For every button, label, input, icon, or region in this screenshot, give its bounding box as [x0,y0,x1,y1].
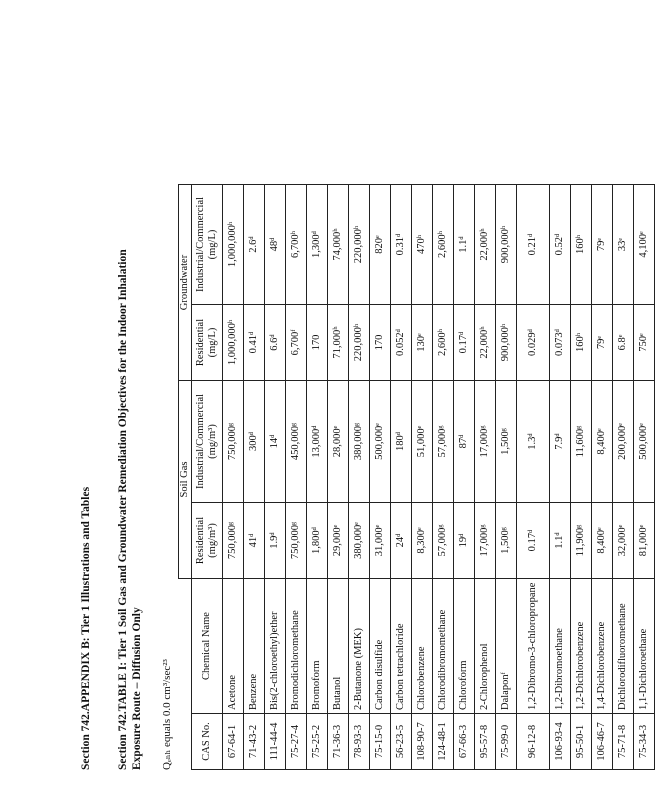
groundwater-residential-cell: 170 [307,304,328,380]
groundwater-industrial-cell: 79ᵉ [592,184,613,304]
soil-gas-industrial-cell: 1,500ᵍ [496,380,517,502]
soil-gas-residential-cell: 57,000ᵍ [433,503,454,579]
table-row [412,184,433,769]
table-row [496,184,517,769]
table-row [349,184,370,769]
groundwater-residential-cell: 0.029ᵈ [517,304,550,380]
chemical-name-cell: 1,2-Dibromoethane [550,579,571,714]
groundwater-residential-cell: 900,000ʰ [496,304,517,380]
groundwater-residential-cell: 0.17ᵈ [454,304,475,380]
groundwater-industrial-cell: 820ᵉ [370,184,391,304]
soil-gas-residential-cell: 750,000ᵍ [286,503,307,579]
table-row [613,184,634,769]
cas-cell: 78-93-3 [349,714,370,770]
cas-cell: 71-43-2 [244,714,265,770]
table-title [116,249,144,770]
chemical-name-cell: Benzene [244,579,265,714]
soil-gas-residential-cell: 29,000ᵉ [328,503,349,579]
cas-cell: 106-93-4 [550,714,571,770]
soil-gas-residential-cell: 380,000ᵉ [349,503,370,579]
chemical-name-cell: Chloroform [454,579,475,714]
groundwater-industrial-cell: 0.31ᵈ [391,184,412,304]
groundwater-industrial-cell: 2.6ᵈ [244,184,265,304]
table-row [634,184,655,769]
soil-gas-residential-cell: 750,000ᵍ [223,503,244,579]
groundwater-residential-cell: 71,000ʰ [328,304,349,380]
table-row [244,184,265,769]
table-title-line-1: Section 742.TABLE I: Tier 1 Soil Gas and Groundwater Remediation Objectives for the Indoor Inhalation [117,249,129,770]
cas-cell: 75-25-2 [307,714,328,770]
chemical-name-cell: Dichlorodifluoromethane [613,579,634,714]
table-title-line-2: Exposure Route – Diffusion Only [131,607,143,770]
soil-gas-residential-cell: 8,400ᵉ [592,503,613,579]
cas-cell: 95-57-8 [475,714,496,770]
soil-gas-industrial-cell: 87ᵈ [454,380,475,502]
groundwater-residential-cell: 6,700ᶠ [286,304,307,380]
soil-gas-industrial-cell: 51,000ᵉ [412,380,433,502]
table-row [550,184,571,769]
objectives-table [178,184,655,770]
table-row [307,184,328,769]
cas-cell: 108-90-7 [412,714,433,770]
soil-gas-industrial-cell: 1.3ᵈ [517,380,550,502]
table-row [286,184,307,769]
groundwater-industrial-cell: 48ᵈ [265,184,286,304]
groundwater-industrial-cell: 2,600ʰ [433,184,454,304]
cas-cell: 111-44-4 [265,714,286,770]
soil-gas-industrial-cell: 500,000ᵉ [370,380,391,502]
soil-gas-residential-cell: 24ᵈ [391,503,412,579]
chemical-name-cell: Carbon tetrachloride [391,579,412,714]
chemical-name-cell: Acetone [223,579,244,714]
chemical-name-cell: Chlorobenzene [412,579,433,714]
cas-cell: 56-23-5 [391,714,412,770]
groundwater-residential-cell: 750ᵉ [634,304,655,380]
cas-cell: 95-50-1 [571,714,592,770]
cas-cell: 75-27-4 [286,714,307,770]
groundwater-residential-cell: 6.8ᵉ [613,304,634,380]
soil-gas-residential-cell: 0.17ᵈ [517,503,550,579]
chemical-name-cell: 1,2-Dichlorobenzene [571,579,592,714]
table-row [370,184,391,769]
soil-gas-residential-cell: 1,800ᵈ [307,503,328,579]
cas-cell: 75-34-3 [634,714,655,770]
soil-gas-residential-cell: 81,000ᵉ [634,503,655,579]
soil-gas-residential-cell: 11,900ᵍ [571,503,592,579]
table-row [328,184,349,769]
groundwater-residential-cell: 0.073ᵈ [550,304,571,380]
groundwater-industrial-cell: 1,300ᵈ [307,184,328,304]
soil-gas-industrial-cell: 11,600ᵍ [571,380,592,502]
cas-cell: 124-48-1 [433,714,454,770]
chemical-name-cell: 1,2-Dibromo-3-chloropropane [517,579,550,714]
groundwater-industrial-cell: 74,000ʰ [328,184,349,304]
chemical-name-cell: 2-Chlorophenol [475,579,496,714]
chemical-name-cell: 1,1-Dichloroethane [634,579,655,714]
soil-gas-industrial-cell: 300ᵈ [244,380,265,502]
groundwater-residential-cell: 0.41ᵈ [244,304,265,380]
header-spacer [179,579,192,770]
groundwater-industrial-cell: 900,000ʰ [496,184,517,304]
table-row [571,184,592,769]
groundwater-residential-cell: 160ʰ [571,304,592,380]
groundwater-residential-cell: 79ᵉ [592,304,613,380]
col-chemical-name: Chemical Name [192,579,223,714]
groundwater-industrial-cell: 4,100ᵉ [634,184,655,304]
table-row [223,184,244,769]
group-groundwater: Groundwater [179,184,192,380]
groundwater-industrial-cell: 1,000,000ʰ [223,184,244,304]
table-row [475,184,496,769]
groundwater-industrial-cell: 33ᵉ [613,184,634,304]
soil-gas-industrial-cell: 7.9ᵈ [550,380,571,502]
chemical-name-cell: Chlorodibromomethane [433,579,454,714]
soil-gas-industrial-cell: 500,000ᵉ [634,380,655,502]
groundwater-residential-cell: 170 [370,304,391,380]
soil-gas-residential-cell: 41ᵈ [244,503,265,579]
chemical-name-cell: Bis(2-chloroethyl)ether [265,579,286,714]
soil-gas-industrial-cell: 450,000ᵍ [286,380,307,502]
chemical-name-cell: Dalaponᶠ [496,579,517,714]
soil-gas-industrial-cell: 380,000ᵍ [349,380,370,502]
table-row [454,184,475,769]
groundwater-residential-cell: 2,600ʰ [433,304,454,380]
soil-gas-industrial-cell: 750,000ᵍ [223,380,244,502]
soil-gas-residential-cell: 32,000ᵉ [613,503,634,579]
cas-cell: 75-15-0 [370,714,391,770]
groundwater-residential-cell: 220,000ʰ [349,304,370,380]
table-row [433,184,454,769]
cas-cell: 75-71-8 [613,714,634,770]
cas-cell: 67-66-3 [454,714,475,770]
table-row [391,184,412,769]
cas-cell: 106-46-7 [592,714,613,770]
chemical-name-cell: Butanol [328,579,349,714]
table-body [223,184,655,769]
groundwater-residential-cell: 130ᵉ [412,304,433,380]
soil-gas-industrial-cell: 28,000ᵉ [328,380,349,502]
cas-cell: 67-64-1 [223,714,244,770]
rotated-page [80,90,649,770]
soil-gas-residential-cell: 17,000ᵍ [475,503,496,579]
chemical-name-cell: 2-Butanone (MEK) [349,579,370,714]
col-cas: CAS No. [192,714,223,770]
group-soil-gas: Soil Gas [179,380,192,578]
soil-gas-residential-cell: 1,500ᵍ [496,503,517,579]
soil-gas-residential-cell: 19ᵈ [454,503,475,579]
cas-cell: 75-99-0 [496,714,517,770]
col-soil-gas-industrial: Industrial/Commercial (mg/m³) [192,380,223,502]
groundwater-industrial-cell: 1.1ᵈ [454,184,475,304]
table-row [517,184,550,769]
section-title: Section 742.APPENDIX B: Tier 1 Illustrations and Tables [80,486,92,770]
table-row [265,184,286,769]
cas-cell: 71-36-3 [328,714,349,770]
chemical-name-cell: Carbon disulfide [370,579,391,714]
chemical-name-cell: Bromoform [307,579,328,714]
soil-gas-residential-cell: 31,000ᵉ [370,503,391,579]
col-soil-gas-residential: Residential (mg/m³) [192,503,223,579]
soil-gas-industrial-cell: 14ᵈ [265,380,286,502]
groundwater-industrial-cell: 220,000ʰ [349,184,370,304]
cas-cell: 96-12-8 [517,714,550,770]
chemical-name-cell: Bromodichloromethane [286,579,307,714]
soil-gas-industrial-cell: 17,000ᵍ [475,380,496,502]
soil-gas-industrial-cell: 200,000ᵉ [613,380,634,502]
soil-gas-industrial-cell: 57,000ᵍ [433,380,454,502]
groundwater-industrial-cell: 160ʰ [571,184,592,304]
groundwater-residential-cell: 22,000ʰ [475,304,496,380]
groundwater-residential-cell: 6.6ᵈ [265,304,286,380]
groundwater-residential-cell: 0.052ᵈ [391,304,412,380]
soil-gas-industrial-cell: 8,400ᵉ [592,380,613,502]
table-row [592,184,613,769]
soil-gas-residential-cell: 1.1ᵈ [550,503,571,579]
groundwater-industrial-cell: 470ʰ [412,184,433,304]
groundwater-industrial-cell: 0.52ᵈ [550,184,571,304]
soil-gas-industrial-cell: 13,000ᵈ [307,380,328,502]
soil-gas-residential-cell: 8,300ᵉ [412,503,433,579]
flow-rate-note: Qₑₙₕ equals 0.0 cm³/sec²³ [161,659,173,770]
soil-gas-industrial-cell: 180ᵈ [391,380,412,502]
chemical-name-cell: 1,4-Dichlorobenzene [592,579,613,714]
soil-gas-residential-cell: 1.9ᵈ [265,503,286,579]
groundwater-industrial-cell: 0.21ᵈ [517,184,550,304]
groundwater-industrial-cell: 6,700ʰ [286,184,307,304]
col-groundwater-residential: Residential (mg/L) [192,304,223,380]
groundwater-industrial-cell: 22,000ʰ [475,184,496,304]
groundwater-residential-cell: 1,000,000ʰ [223,304,244,380]
col-groundwater-industrial: Industrial/Commercial (mg/L) [192,184,223,304]
